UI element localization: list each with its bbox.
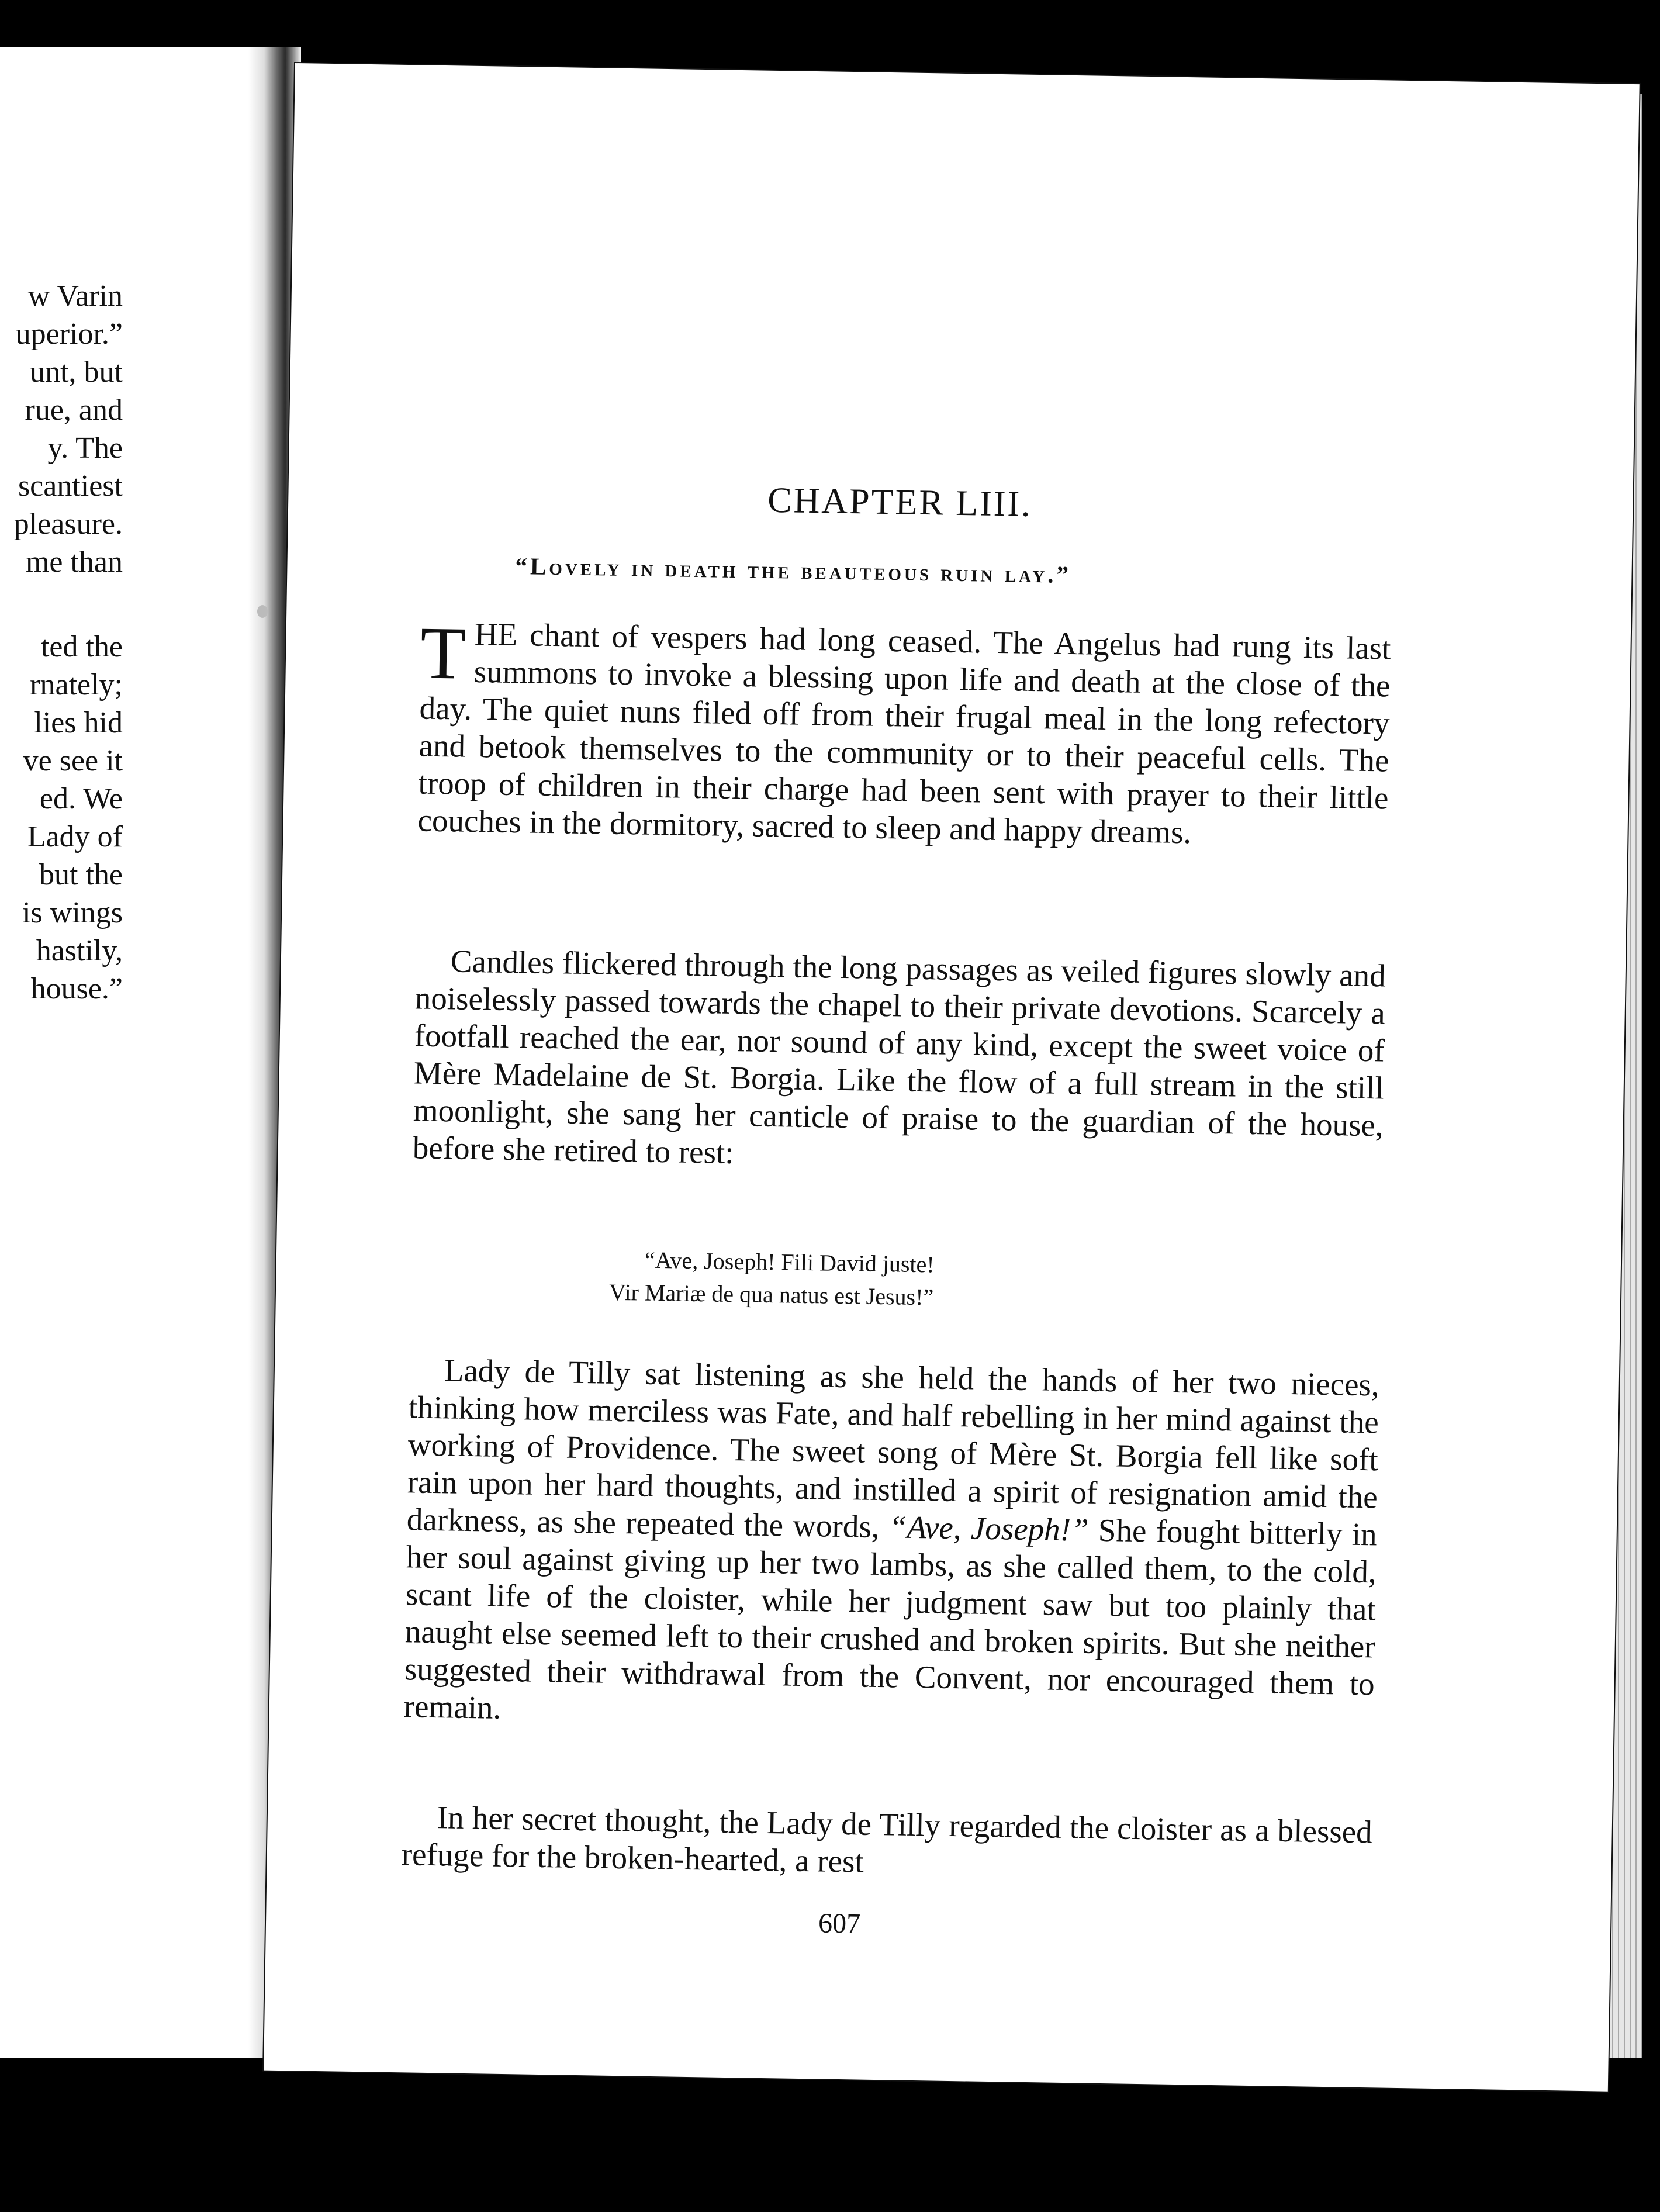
left-page-line: me than	[25, 545, 123, 579]
paragraph-4: In her secret thought, the Lady de Tilly regarded the cloister as a blessed refuge for the broken-hearted, a rest	[401, 1799, 1373, 1879]
left-page-line: ed. We	[39, 782, 123, 815]
verse-line-1: “Ave, Joseph! Fili David juste!	[644, 1246, 935, 1278]
left-page-line: ve see it	[23, 744, 123, 777]
left-page-line: scantiest	[18, 469, 123, 503]
left-page-line: is wings	[22, 896, 123, 929]
main-page	[264, 63, 1640, 2092]
left-page-line: rnately;	[30, 668, 123, 701]
left-page-line: rue, and	[25, 393, 123, 427]
chapter-title: CHAPTER LIII.	[767, 480, 1033, 524]
chapter-epigraph: “Lovely in death the beauteous ruin lay.”	[515, 552, 1072, 588]
drop-cap: T	[420, 611, 467, 695]
left-page-line: ted the	[40, 630, 123, 663]
paragraph-1-text: HE chant of vespers had long ceased. The Angelus had rung its last summons to invoke a blessing upon life and death at the close of the day. The quiet nuns filed off from their frugal meal in the long refectory and betook themselves to the community or to their peaceful cells. The troop of children in their charge had been sent with prayer to their little couches in the dormitory, sacred to sleep and happy dreams.	[417, 616, 1391, 851]
left-page-line: Lady of	[27, 820, 123, 853]
paragraph-3-text-a: Lady de Tilly sat listening as she held the hands of her two nieces, thinking how merciless was Fate, and half rebelling in her mind against the working of Providence. The sweet song of Mère St. Borgia fell like soft rain upon her hard thoughts, and instilled a spirit of resignation amid the darkness, as she repeated the words,	[406, 1352, 1380, 1545]
left-page-line: but the	[39, 858, 123, 891]
left-page-line: unt, but	[30, 355, 123, 389]
paragraph-1	[417, 611, 1391, 854]
verse-line-2: Vir Mariæ de qua natus est Jesus!”	[608, 1278, 934, 1311]
left-page-line: uperior.”	[15, 317, 123, 351]
page-number: 607	[818, 1907, 861, 1940]
left-page-line: lies hid	[34, 706, 123, 739]
left-page-line: w Varin	[27, 279, 123, 313]
scan-speck	[257, 605, 268, 618]
left-page-line: hastily,	[36, 934, 123, 967]
paragraph-3-text-b: She fought bitterly in her soul against giving up her two lambs, as she called them, to the cold, scant life of the cloister, while her judgment saw but too plainly that naught else seemed left to their crushed and broken spirits. But she neither suggested their withdrawal from the Convent, nor encouraged them to remain.	[403, 1512, 1378, 1726]
left-page-line: house.”	[30, 972, 123, 1005]
paragraph-3	[403, 1351, 1379, 1740]
paragraph-2: Candles flickered through the long passages as veiled figures slowly and noiselessly passed towards the chapel to their private devotions. Scarcely a footfall reached the ear, nor sound of any kind, except the sweet voice of Mère Madelaine de St. Borgia. Like the flow of a full stream in the still moonlight, she sang her canticle of praise to the guardian of the house, before she retired to rest:	[412, 943, 1386, 1171]
facing-page-left	[0, 47, 248, 2058]
left-page-line: y. The	[47, 431, 123, 465]
left-page-line: pleasure.	[13, 507, 123, 541]
paragraph-3-quote: “Ave, Joseph!”	[888, 1509, 1090, 1548]
